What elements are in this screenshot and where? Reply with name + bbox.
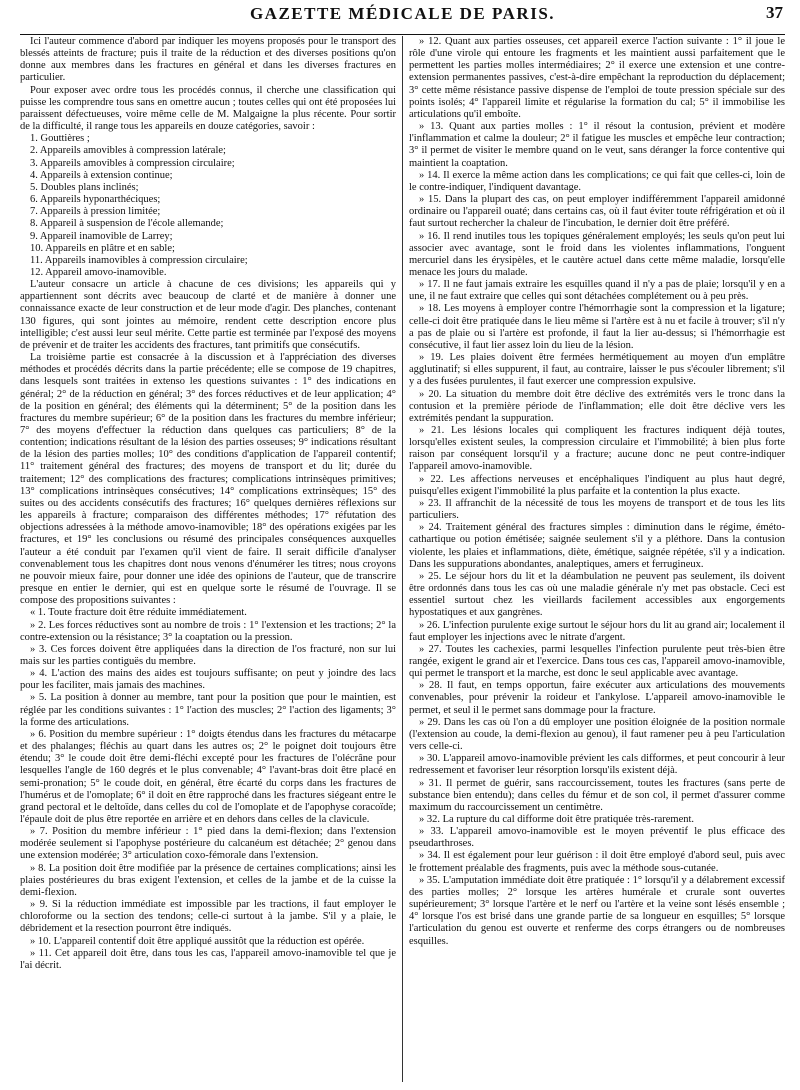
proposition: » 12. Quant aux parties osseuses, cet appareil exerce l'action suivante : 1° il joue le rôle d'une virole qui entoure les fragments et les maintient aussi parfaitement que le permettent les parties molles intermédiaires; 2° il exerce une extension et une contre-extension permanentes passives, c'est-à-dire empêchant la reproduction du déplacement; 3° cette même résistance passive dispense de l'emploi de toute pression spéciale sur des points isolés; 4° l'appareil limite et régularise la formation du cal; 5° il immobilise les articulations qu'il emboîte. bbox=[409, 36, 785, 120]
proposition: » 3. Ces forces doivent être appliquées dans la direction de l'os fracturé, non sur lui mais sur les parties contiguës du membre. bbox=[20, 643, 396, 667]
proposition: » 35. L'amputation immédiate doit être pratiquée : 1° lorsqu'il y a délabrement excessif des parties molles; 2° lorsque les artères humérale et crurale sont ouvertes supérieurement; 3° lorsque l'artère et le nerf ou l'artère et la veine sont lésés ensemble ; 4° lorsque l'os est brisé dans une grande partie de sa longueur en esquilles; 5° lorsque l'articulation du genou est ouverte et renferme des corps étrangers ou de nombreuses esquilles. bbox=[409, 874, 785, 947]
proposition: » 29. Dans les cas où l'on a dû employer une position éloignée de la position normale (l'extension au coude, la demi-flexion au genou), il faut ramener peu à peu l'articulation vers celle-ci. bbox=[409, 716, 785, 753]
proposition: » 32. La rupture du cal difforme doit être pratiquée très-rarement. bbox=[419, 814, 695, 825]
page-header bbox=[20, 0, 785, 35]
list-item: 5. Doubles plans inclinés; bbox=[30, 181, 139, 193]
list-item: 11. Appareils inamovibles à compression circulaire; bbox=[30, 254, 248, 266]
apparatus-list bbox=[20, 133, 396, 279]
proposition: » 4. L'action des mains des aides est toujours suffisante; on peut y joindre des lacs pour les faciliter, mais jamais des machines. bbox=[20, 668, 396, 692]
proposition: » 26. L'infection purulente exige surtout le séjour hors du lit au grand air; localement il faut employer les injections avec le nitrate d'argent. bbox=[409, 619, 785, 643]
proposition: » 18. Les moyens à employer contre l'hémorrhagie sont la compression et la ligature; celle-ci doit être pratiquée dans le lieu même si l'artère est à nu et facile à trouver; s'il n'y a pas de plaie ou si l'artère est profonde, il faut la lier au-dessus; si l'hémorrhagie est consécutive, il faut lier assez loin du lieu de la lésion. bbox=[409, 303, 785, 351]
paragraph-third-part: La troisième partie est consacrée à la discussion et à l'appréciation des diverses méthodes et procédés décrits dans la partie précédente; elle se compose de 19 chapitres, dans lesquels sont traitées in extenso les questions suivantes : 1° des indications en général; 2° de la réduction en général; 3° des forces réductives et de leur application; 4° de la position en général; des éléments qui la déterminent; 5° de la position dans les fractures du membre supérieur; 6° de la position dans les fractures du membre inférieur; 7° des moyens d'effectuer la réduction dans quelques cas particuliers; 8° de la contention; indications résultant de la lésion des parties osseuses; 9° indications résultant de la lésion des parties molles; 10° des conditions d'application de l'appareil contentif; 11° traitement général des fractures; des moyens de transport et du lit; durée du traitement; 12° des complications des fractures; complications intrinsèques primitives; 13° complications intrinsèques consécutives; 14° complications extrinsèques; 15° des suites ou des accidents consécutifs des fractures; 16° quelques dernières réflexions sur les appareils à fracture; comparaison des différentes méthodes; 17° réfutation des objections adressées à la méthode amovo-inamovible; 18° des opérations exigées par les fractures, et 19° les conclusions ou résumé des principales conséquences auxquelles l'auteur a été conduit par l'examen qu'il vient de faire. Il serait difficile d'analyser convenablement tous les chapitres dont nous venons d'énumérer les titres; nous croyons ne pouvoir mieux faire, pour donner une idée des opinions de l'auteur, que de transcrire presque en entier le dernier, qui est en quelque sorte le résumé de l'ouvrage. Il se compose des propositions suivantes : bbox=[20, 352, 396, 607]
proposition: » 5. La position à donner au membre, tant pour la position que pour le maintien, est réglée par les conditions suivantes : 1° l'action des muscles; 2° l'action des ligaments; 3° la forme des articulations. bbox=[20, 692, 396, 728]
article-columns bbox=[20, 36, 785, 1082]
proposition: » 14. Il exerce la même action dans les complications; ce qui fait que celles-ci, loin de le contre-indiquer, l'indiquent davantage. bbox=[409, 169, 785, 193]
proposition: » 27. Toutes les cachexies, parmi lesquelles l'infection purulente peut très-bien être rangée, exigent le grand air et l'exercice. Dans tous ces cas, l'appareil amovo-inamovible, qui permet le transport et la marche, est donc le seul applicable avec avantage. bbox=[409, 643, 785, 680]
proposition: » 22. Les affections nerveuses et encéphaliques l'indiquent au plus haut degré, puisqu'elles exigent l'immobilité la plus parfaite et la contention la plus exacte. bbox=[409, 473, 785, 497]
left-column bbox=[20, 36, 402, 1082]
proposition: » 30. L'appareil amovo-inamovible prévient les cals difformes, et peut concourir à leur redressement et favoriser leur résorption lorsqu'ils existent déjà. bbox=[409, 753, 785, 777]
proposition: » 23. Il affranchit de la nécessité de tous les moyens de transport et de tous les lits particuliers. bbox=[409, 497, 785, 522]
proposition: » 9. Si la réduction immédiate est impossible par les tractions, il faut employer le chloroforme ou la section des tendons; celle-ci surtout à la jambe. S'il y a plaie, le débridement et la resection pourront être indiqués. bbox=[20, 899, 396, 935]
list-item: 1. Gouttières ; bbox=[30, 133, 90, 145]
proposition: » 15. Dans la plupart des cas, on peut employer indifféremment l'appareil amidonné ordinaire ou l'appareil ouaté; dans certains cas, où il faut éviter toute réfrigération et où il faut surtout rechercher la chaleur de l'incubation, le dernier doit être préféré. bbox=[409, 194, 785, 230]
proposition: » 24. Traitement général des fractures simples : diminution dans le régime, éméto-cathartique ou potion émétisée; saignée seulement s'il y a pléthore. Dans la contusion violente, les plaies et inflammations, diète, émétique, saignée répétée, s'il y a indication. Dans les suppurations abondantes, analeptiques, amers et ferrugineux. bbox=[409, 522, 785, 570]
list-item: 2. Appareils amovibles à compression latérale; bbox=[30, 145, 226, 157]
proposition: » 6. Position du membre supérieur : 1° doigts étendus dans les fractures du métacarpe et des phalanges; fléchis au quart dans les autres os; 2° le poignet doit toujours être étendu; 3° le coude doit être demi-fléchi excepté pour les fractures de l'olécrâne pour lesquelles l'angle de 160 degrés et le plus convenable; 4° l'avant-bras doit être placé en semi-pronation; 5° le coude doit, en général, être écarté du corps dans les fractures de l'humérus et de l'omoplate; 6° il doit en être rapproché dans les fractures siégeant entre le grand pectoral et le deltoïde, dans celles du col de l'omoplate et de l'apophyse coracoïde; l'épaule doit de plus être reportée en arrière et en dehors dans celles de la clavicule. bbox=[20, 728, 396, 825]
proposition: » 20. La situation du membre doit être déclive des extrémités vers le tronc dans la contusion et la première période de l'inflammation; elle doit être déclive vers les extrémités pendant la suppuration. bbox=[409, 388, 785, 424]
proposition: » 10. L'appareil contentif doit être appliqué aussitôt que la réduction est opérée. bbox=[30, 935, 365, 947]
list-item: 3. Appareils amovibles à compression circulaire; bbox=[30, 157, 235, 169]
paragraph-divisions: L'auteur consacre un article à chacune de ces divisions; les appareils qui y appartiennent sont décrits avec beaucoup de clarté et de manière à donner une connaissance exacte de leur construction et de leur mode d'agir. Des planches, contenant 130 figures, qui sont jointes au mémoire, rendent cette description encore plus intelligible; c'est aussi leur seul mérite. Cette partie est terminée par l'exposé des moyens de prévenir et de traiter les accidents des fractures, tant primitifs que consécutifs. bbox=[20, 279, 396, 351]
proposition: » 11. Cet appareil doit être, dans tous les cas, l'appareil amovo-inamovible tel que je l'ai décrit. bbox=[20, 947, 396, 971]
proposition: » 19. Les plaies doivent être fermées hermétiquement au moyen d'un emplâtre agglutinatif; si elles suppurent, il faut, au contraire, laisser le pus s'écouler librement; s'il y a des fusées purulentes, il faut exercer une compression expulsive. bbox=[409, 352, 785, 388]
proposition: » 8. La position doit être modifiée par la présence de certaines complications; ainsi les plaies postérieures du bras exigent l'extension, et celles de la jambe et de la cuisse la demi-flexion. bbox=[20, 862, 396, 898]
proposition: » 7. Position du membre inférieur : 1° pied dans la demi-flexion; dans l'extension modérée seulement si l'apophyse postérieure du calcanéum est détachée; 2° genou dans une extension modérée; 3° articulation coxo-fémorale dans l'extension. bbox=[20, 826, 396, 862]
proposition: » 33. L'appareil amovo-inamovible est le moyen préventif le plus efficace des pseudarthroses. bbox=[409, 826, 785, 850]
right-column bbox=[402, 36, 785, 1082]
page-number: 37 bbox=[766, 3, 783, 22]
proposition: » 25. Le séjour hors du lit et la déambulation ne peuvent pas seulement, ils doivent être ordonnés dans tous les cas où une maladie générale n'y met pas obstacle. Ceci est essentiel surtout chez les vieillards facilement accessibles aux engorgements hypostatiques et aux gangrènes. bbox=[409, 570, 785, 619]
proposition: » 16. Il rend inutiles tous les topiques généralement employés; les seuls qu'on peut lui associer avec avantage, sont le froid dans les violentes inflammations, l'onguent mercuriel dans les érysipèles, et le cautère actuel dans cette même maladie, lorsqu'elle menace les jours du malade. bbox=[409, 230, 785, 278]
proposition: » 13. Quant aux parties molles : 1° il résout la contusion, prévient et modère l'inflammation et calme la douleur; 2° il fatigue les muscles et empêche leur contraction; 3° il permet de visiter le membre quand on le veut, sans déranger la force contentive qui maintient la coaptation. bbox=[409, 121, 785, 169]
list-item: 7. Appareils à pression limitée; bbox=[30, 206, 161, 218]
list-item: 6. Appareils hyponarthéciques; bbox=[30, 194, 161, 206]
list-item: 12. Appareil amovo-inamovible. bbox=[30, 266, 167, 278]
paragraph-classification: Pour exposer avec ordre tous les procédés connus, il cherche une classification qui puisse les comprendre tous sans en omettre aucun ; toutes celles qui ont été proposées lui paraissent défectueuses, voire même celle de M. Malgaigne la plus récente. Pour sortir de la difficulté, il range tous les appareils en douze catégories, savoir : bbox=[20, 84, 396, 133]
proposition: » 21. Les lésions locales qui compliquent les fractures indiquent déjà toutes, lorsqu'elles existent seules, la compression circulaire et l'immobilité; à bien plus forte raison par conséquent lorsqu'il y a fracture; aucune donc ne peut contre-indiquer l'appareil amovo-inamovible. bbox=[409, 425, 785, 473]
list-item: 8. Appareil à suspension de l'école allemande; bbox=[30, 218, 224, 230]
proposition: » 31. Il permet de guérir, sans raccourcissement, toutes les fractures (sans perte de substance bien entendu); dans celles du fémur et de son col, il permet d'assurer comme maximum du raccourcissement un centimètre. bbox=[409, 777, 785, 813]
list-item: 9. Appareil inamovible de Larrey; bbox=[30, 230, 173, 242]
journal-title: GAZETTE MÉDICALE DE PARIS. bbox=[249, 4, 556, 23]
proposition: » 17. Il ne faut jamais extraire les esquilles quand il n'y a pas de plaie; lorsqu'il y en a une, il ne faut extraire que celles qui sont détachées complétement ou à peu près. bbox=[409, 279, 785, 303]
proposition: « 1. Toute fracture doit être réduite immédiatement. bbox=[30, 607, 247, 619]
proposition: » 34. Il est également pour leur guérison : il doit être employé d'abord seul, puis avec le frottement préalable des fragments, puis avec la méthode sous-cutanée. bbox=[409, 850, 785, 874]
list-item: 4. Appareils à extension continue; bbox=[30, 169, 173, 181]
proposition: » 28. Il faut, en temps opportun, faire exécuter aux articulations des mouvements convenables, pour prévenir la roideur et l'ankylose. L'appareil amovo-inamovible le permet, et seul il le permet sans dommage pour la fracture. bbox=[409, 680, 785, 716]
proposition: » 2. Les forces réductives sont au nombre de trois : 1° l'extension et les tractions; 2° la contre-extension ou la résistance; 3° la coaptation ou la pression. bbox=[20, 619, 396, 643]
list-item: 10. Appareils en plâtre et en sable; bbox=[30, 242, 175, 254]
paragraph-intro: Ici l'auteur commence d'abord par indiquer les moyens proposés pour le transport des blessés atteints de fracture; puis il traite de la réduction et des diverses positions qu'on donne aux membres dans les fractures en général et dans les diverses fractures en particulier. bbox=[20, 36, 396, 84]
